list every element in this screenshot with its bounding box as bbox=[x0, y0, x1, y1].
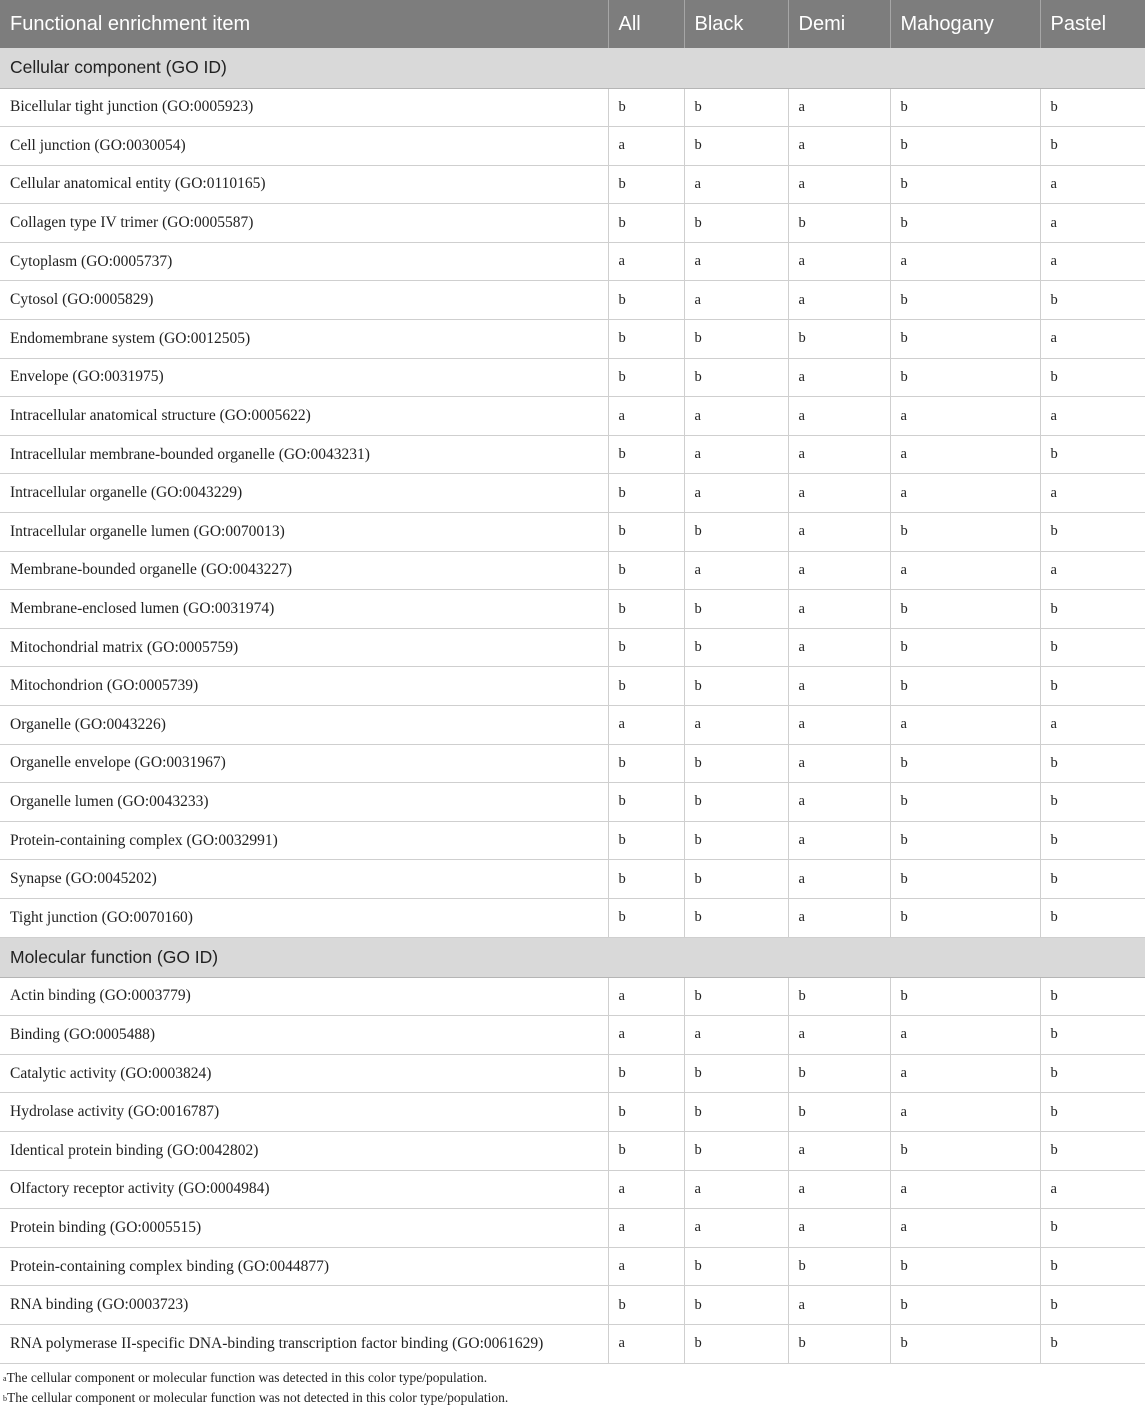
header-demi: Demi bbox=[788, 0, 890, 48]
value-cell-mahogany: a bbox=[890, 1054, 1040, 1093]
value-cell-mahogany: b bbox=[890, 204, 1040, 243]
table-row bbox=[0, 1286, 1145, 1325]
value-cell-black: b bbox=[684, 1093, 788, 1132]
value-cell-black: b bbox=[684, 783, 788, 822]
value-cell-black: b bbox=[684, 1247, 788, 1286]
value-cell-all: b bbox=[608, 320, 684, 359]
section-row bbox=[0, 937, 1145, 977]
value-cell-demi: b bbox=[788, 204, 890, 243]
value-cell-pastel: b bbox=[1040, 1209, 1145, 1248]
value-cell-mahogany: a bbox=[890, 551, 1040, 590]
value-cell-demi: a bbox=[788, 1170, 890, 1209]
table-row bbox=[0, 320, 1145, 359]
value-cell-mahogany: b bbox=[890, 590, 1040, 629]
value-cell-pastel: b bbox=[1040, 1016, 1145, 1055]
table-row bbox=[0, 165, 1145, 204]
value-cell-black: b bbox=[684, 1054, 788, 1093]
value-cell-pastel: a bbox=[1040, 204, 1145, 243]
value-cell-black: a bbox=[684, 1209, 788, 1248]
value-cell-pastel: b bbox=[1040, 358, 1145, 397]
value-cell-black: b bbox=[684, 320, 788, 359]
value-cell-all: a bbox=[608, 1016, 684, 1055]
value-cell-demi: a bbox=[788, 242, 890, 281]
item-cell: Olfactory receptor activity (GO:0004984) bbox=[0, 1170, 608, 1209]
value-cell-mahogany: a bbox=[890, 474, 1040, 513]
value-cell-all: a bbox=[608, 127, 684, 166]
item-cell: Membrane-bounded organelle (GO:0043227) bbox=[0, 551, 608, 590]
value-cell-mahogany: b bbox=[890, 88, 1040, 127]
value-cell-black: b bbox=[684, 860, 788, 899]
value-cell-black: a bbox=[684, 165, 788, 204]
value-cell-black: b bbox=[684, 667, 788, 706]
item-cell: Binding (GO:0005488) bbox=[0, 1016, 608, 1055]
value-cell-mahogany: a bbox=[890, 242, 1040, 281]
value-cell-all: a bbox=[608, 706, 684, 745]
value-cell-pastel: a bbox=[1040, 397, 1145, 436]
value-cell-pastel: a bbox=[1040, 165, 1145, 204]
value-cell-demi: b bbox=[788, 1247, 890, 1286]
value-cell-demi: a bbox=[788, 860, 890, 899]
item-cell: Organelle (GO:0043226) bbox=[0, 706, 608, 745]
value-cell-mahogany: b bbox=[890, 513, 1040, 552]
value-cell-pastel: b bbox=[1040, 1054, 1145, 1093]
value-cell-black: b bbox=[684, 358, 788, 397]
value-cell-demi: a bbox=[788, 667, 890, 706]
value-cell-all: b bbox=[608, 783, 684, 822]
value-cell-all: b bbox=[608, 667, 684, 706]
item-cell: Actin binding (GO:0003779) bbox=[0, 977, 608, 1016]
value-cell-black: b bbox=[684, 88, 788, 127]
value-cell-mahogany: b bbox=[890, 783, 1040, 822]
section-title: Molecular function (GO ID) bbox=[0, 937, 1145, 977]
value-cell-pastel: b bbox=[1040, 127, 1145, 166]
value-cell-mahogany: a bbox=[890, 435, 1040, 474]
value-cell-mahogany: a bbox=[890, 1170, 1040, 1209]
value-cell-pastel: b bbox=[1040, 783, 1145, 822]
value-cell-demi: a bbox=[788, 706, 890, 745]
table-row bbox=[0, 898, 1145, 937]
value-cell-demi: a bbox=[788, 358, 890, 397]
footnotes bbox=[3, 1368, 508, 1408]
value-cell-all: a bbox=[608, 1170, 684, 1209]
table-row bbox=[0, 1324, 1145, 1363]
value-cell-pastel: b bbox=[1040, 1324, 1145, 1363]
value-cell-all: b bbox=[608, 821, 684, 860]
table-row bbox=[0, 977, 1145, 1016]
table-row bbox=[0, 821, 1145, 860]
value-cell-mahogany: b bbox=[890, 821, 1040, 860]
value-cell-demi: a bbox=[788, 551, 890, 590]
table-row bbox=[0, 628, 1145, 667]
footnote-marker: b bbox=[3, 1394, 7, 1403]
value-cell-all: a bbox=[608, 397, 684, 436]
value-cell-mahogany: b bbox=[890, 860, 1040, 899]
value-cell-pastel: b bbox=[1040, 1093, 1145, 1132]
table-row bbox=[0, 1247, 1145, 1286]
item-cell: Cell junction (GO:0030054) bbox=[0, 127, 608, 166]
value-cell-pastel: a bbox=[1040, 551, 1145, 590]
item-cell: Intracellular organelle (GO:0043229) bbox=[0, 474, 608, 513]
item-cell: Bicellular tight junction (GO:0005923) bbox=[0, 88, 608, 127]
table-row bbox=[0, 1131, 1145, 1170]
item-cell: Endomembrane system (GO:0012505) bbox=[0, 320, 608, 359]
value-cell-black: b bbox=[684, 1131, 788, 1170]
value-cell-black: b bbox=[684, 821, 788, 860]
item-cell: Identical protein binding (GO:0042802) bbox=[0, 1131, 608, 1170]
table-row bbox=[0, 242, 1145, 281]
value-cell-pastel: b bbox=[1040, 88, 1145, 127]
value-cell-demi: a bbox=[788, 783, 890, 822]
value-cell-pastel: b bbox=[1040, 435, 1145, 474]
value-cell-pastel: b bbox=[1040, 628, 1145, 667]
value-cell-all: b bbox=[608, 204, 684, 243]
value-cell-demi: b bbox=[788, 977, 890, 1016]
value-cell-pastel: a bbox=[1040, 1170, 1145, 1209]
value-cell-pastel: b bbox=[1040, 1286, 1145, 1325]
value-cell-pastel: a bbox=[1040, 474, 1145, 513]
section-title: Cellular component (GO ID) bbox=[0, 48, 1145, 88]
value-cell-mahogany: b bbox=[890, 1131, 1040, 1170]
value-cell-pastel: a bbox=[1040, 320, 1145, 359]
value-cell-mahogany: b bbox=[890, 1324, 1040, 1363]
item-cell: Protein-containing complex binding (GO:0044877) bbox=[0, 1247, 608, 1286]
table-row bbox=[0, 88, 1145, 127]
section-row bbox=[0, 48, 1145, 88]
item-cell: Hydrolase activity (GO:0016787) bbox=[0, 1093, 608, 1132]
table-row bbox=[0, 397, 1145, 436]
table-row bbox=[0, 551, 1145, 590]
value-cell-mahogany: a bbox=[890, 1209, 1040, 1248]
table-row bbox=[0, 1209, 1145, 1248]
value-cell-demi: a bbox=[788, 744, 890, 783]
footnote-text: The cellular component or molecular function was detected in this color type/population. bbox=[6, 1370, 488, 1385]
value-cell-mahogany: b bbox=[890, 744, 1040, 783]
value-cell-black: b bbox=[684, 513, 788, 552]
value-cell-all: b bbox=[608, 1286, 684, 1325]
value-cell-mahogany: b bbox=[890, 320, 1040, 359]
value-cell-pastel: b bbox=[1040, 590, 1145, 629]
value-cell-all: b bbox=[608, 590, 684, 629]
value-cell-black: a bbox=[684, 281, 788, 320]
table-row bbox=[0, 127, 1145, 166]
table-row bbox=[0, 1054, 1145, 1093]
value-cell-all: b bbox=[608, 551, 684, 590]
value-cell-mahogany: a bbox=[890, 397, 1040, 436]
value-cell-all: b bbox=[608, 474, 684, 513]
value-cell-pastel: b bbox=[1040, 667, 1145, 706]
value-cell-demi: a bbox=[788, 513, 890, 552]
table-row bbox=[0, 204, 1145, 243]
value-cell-demi: a bbox=[788, 898, 890, 937]
table-row bbox=[0, 474, 1145, 513]
footnote-marker: a bbox=[3, 1374, 7, 1383]
value-cell-black: b bbox=[684, 127, 788, 166]
value-cell-all: a bbox=[608, 977, 684, 1016]
value-cell-mahogany: b bbox=[890, 358, 1040, 397]
value-cell-mahogany: b bbox=[890, 628, 1040, 667]
header-all: All bbox=[608, 0, 684, 48]
value-cell-pastel: b bbox=[1040, 860, 1145, 899]
value-cell-demi: a bbox=[788, 127, 890, 166]
table-row bbox=[0, 667, 1145, 706]
value-cell-pastel: b bbox=[1040, 513, 1145, 552]
value-cell-black: b bbox=[684, 898, 788, 937]
value-cell-demi: b bbox=[788, 1093, 890, 1132]
value-cell-all: b bbox=[608, 628, 684, 667]
footnote-a bbox=[3, 1368, 508, 1388]
table-row bbox=[0, 1093, 1145, 1132]
value-cell-all: b bbox=[608, 513, 684, 552]
value-cell-demi: a bbox=[788, 590, 890, 629]
table-header bbox=[0, 0, 1145, 48]
value-cell-black: a bbox=[684, 397, 788, 436]
item-cell: Cytoplasm (GO:0005737) bbox=[0, 242, 608, 281]
value-cell-pastel: b bbox=[1040, 821, 1145, 860]
value-cell-demi: a bbox=[788, 397, 890, 436]
item-cell: Intracellular anatomical structure (GO:0005622) bbox=[0, 397, 608, 436]
value-cell-black: a bbox=[684, 551, 788, 590]
value-cell-demi: b bbox=[788, 320, 890, 359]
value-cell-pastel: b bbox=[1040, 898, 1145, 937]
value-cell-demi: a bbox=[788, 165, 890, 204]
footnote-b bbox=[3, 1388, 508, 1408]
value-cell-all: b bbox=[608, 860, 684, 899]
item-cell: Mitochondrion (GO:0005739) bbox=[0, 667, 608, 706]
value-cell-mahogany: a bbox=[890, 1093, 1040, 1132]
table-row bbox=[0, 590, 1145, 629]
value-cell-mahogany: b bbox=[890, 281, 1040, 320]
value-cell-all: b bbox=[608, 435, 684, 474]
value-cell-mahogany: b bbox=[890, 977, 1040, 1016]
value-cell-all: b bbox=[608, 744, 684, 783]
value-cell-black: a bbox=[684, 474, 788, 513]
value-cell-mahogany: b bbox=[890, 898, 1040, 937]
value-cell-demi: a bbox=[788, 88, 890, 127]
value-cell-black: b bbox=[684, 204, 788, 243]
value-cell-demi: a bbox=[788, 435, 890, 474]
value-cell-demi: a bbox=[788, 628, 890, 667]
table-row bbox=[0, 513, 1145, 552]
value-cell-black: a bbox=[684, 242, 788, 281]
value-cell-black: b bbox=[684, 590, 788, 629]
value-cell-pastel: b bbox=[1040, 1131, 1145, 1170]
value-cell-all: b bbox=[608, 898, 684, 937]
value-cell-pastel: a bbox=[1040, 242, 1145, 281]
item-cell: Intracellular organelle lumen (GO:0070013) bbox=[0, 513, 608, 552]
item-cell: Organelle envelope (GO:0031967) bbox=[0, 744, 608, 783]
value-cell-all: b bbox=[608, 1093, 684, 1132]
table-row bbox=[0, 706, 1145, 745]
value-cell-demi: a bbox=[788, 1286, 890, 1325]
item-cell: Tight junction (GO:0070160) bbox=[0, 898, 608, 937]
value-cell-all: a bbox=[608, 1209, 684, 1248]
value-cell-all: a bbox=[608, 1324, 684, 1363]
value-cell-black: b bbox=[684, 1286, 788, 1325]
item-cell: Protein-containing complex (GO:0032991) bbox=[0, 821, 608, 860]
value-cell-mahogany: b bbox=[890, 165, 1040, 204]
value-cell-mahogany: b bbox=[890, 667, 1040, 706]
value-cell-mahogany: a bbox=[890, 1016, 1040, 1055]
header-item: Functional enrichment item bbox=[0, 0, 608, 48]
table-row bbox=[0, 358, 1145, 397]
value-cell-all: b bbox=[608, 165, 684, 204]
value-cell-demi: b bbox=[788, 1054, 890, 1093]
item-cell: Cellular anatomical entity (GO:0110165) bbox=[0, 165, 608, 204]
table-row bbox=[0, 783, 1145, 822]
value-cell-all: b bbox=[608, 1054, 684, 1093]
header-pastel: Pastel bbox=[1040, 0, 1145, 48]
item-cell: Cytosol (GO:0005829) bbox=[0, 281, 608, 320]
value-cell-all: b bbox=[608, 88, 684, 127]
table-row bbox=[0, 1170, 1145, 1209]
value-cell-all: b bbox=[608, 281, 684, 320]
value-cell-demi: a bbox=[788, 821, 890, 860]
value-cell-mahogany: b bbox=[890, 1247, 1040, 1286]
value-cell-black: b bbox=[684, 744, 788, 783]
value-cell-demi: a bbox=[788, 1131, 890, 1170]
table-row bbox=[0, 281, 1145, 320]
value-cell-demi: b bbox=[788, 1324, 890, 1363]
item-cell: Envelope (GO:0031975) bbox=[0, 358, 608, 397]
table-body bbox=[0, 48, 1145, 1363]
value-cell-black: a bbox=[684, 1016, 788, 1055]
item-cell: Protein binding (GO:0005515) bbox=[0, 1209, 608, 1248]
value-cell-all: b bbox=[608, 358, 684, 397]
value-cell-pastel: b bbox=[1040, 281, 1145, 320]
value-cell-all: a bbox=[608, 1247, 684, 1286]
table-row bbox=[0, 860, 1145, 899]
value-cell-mahogany: b bbox=[890, 127, 1040, 166]
value-cell-black: b bbox=[684, 628, 788, 667]
value-cell-demi: a bbox=[788, 474, 890, 513]
value-cell-black: b bbox=[684, 977, 788, 1016]
value-cell-black: a bbox=[684, 706, 788, 745]
header-black: Black bbox=[684, 0, 788, 48]
item-cell: Collagen type IV trimer (GO:0005587) bbox=[0, 204, 608, 243]
value-cell-demi: a bbox=[788, 1209, 890, 1248]
value-cell-mahogany: a bbox=[890, 706, 1040, 745]
header-mahogany: Mahogany bbox=[890, 0, 1040, 48]
item-cell: RNA binding (GO:0003723) bbox=[0, 1286, 608, 1325]
value-cell-mahogany: b bbox=[890, 1286, 1040, 1325]
item-cell: Catalytic activity (GO:0003824) bbox=[0, 1054, 608, 1093]
value-cell-pastel: b bbox=[1040, 977, 1145, 1016]
item-cell: Mitochondrial matrix (GO:0005759) bbox=[0, 628, 608, 667]
value-cell-black: a bbox=[684, 1170, 788, 1209]
table-row bbox=[0, 1016, 1145, 1055]
value-cell-black: b bbox=[684, 1324, 788, 1363]
value-cell-demi: a bbox=[788, 1016, 890, 1055]
item-cell: Synapse (GO:0045202) bbox=[0, 860, 608, 899]
item-cell: Membrane-enclosed lumen (GO:0031974) bbox=[0, 590, 608, 629]
value-cell-demi: a bbox=[788, 281, 890, 320]
footnote-text: The cellular component or molecular function was not detected in this color type/population. bbox=[7, 1390, 509, 1405]
item-cell: Intracellular membrane-bounded organelle (GO:0043231) bbox=[0, 435, 608, 474]
value-cell-pastel: b bbox=[1040, 1247, 1145, 1286]
value-cell-black: a bbox=[684, 435, 788, 474]
value-cell-all: a bbox=[608, 242, 684, 281]
value-cell-pastel: a bbox=[1040, 706, 1145, 745]
item-cell: Organelle lumen (GO:0043233) bbox=[0, 783, 608, 822]
item-cell: RNA polymerase II-specific DNA-binding transcription factor binding (GO:0061629) bbox=[0, 1324, 608, 1363]
value-cell-pastel: b bbox=[1040, 744, 1145, 783]
value-cell-all: b bbox=[608, 1131, 684, 1170]
table-row bbox=[0, 435, 1145, 474]
table-row bbox=[0, 744, 1145, 783]
